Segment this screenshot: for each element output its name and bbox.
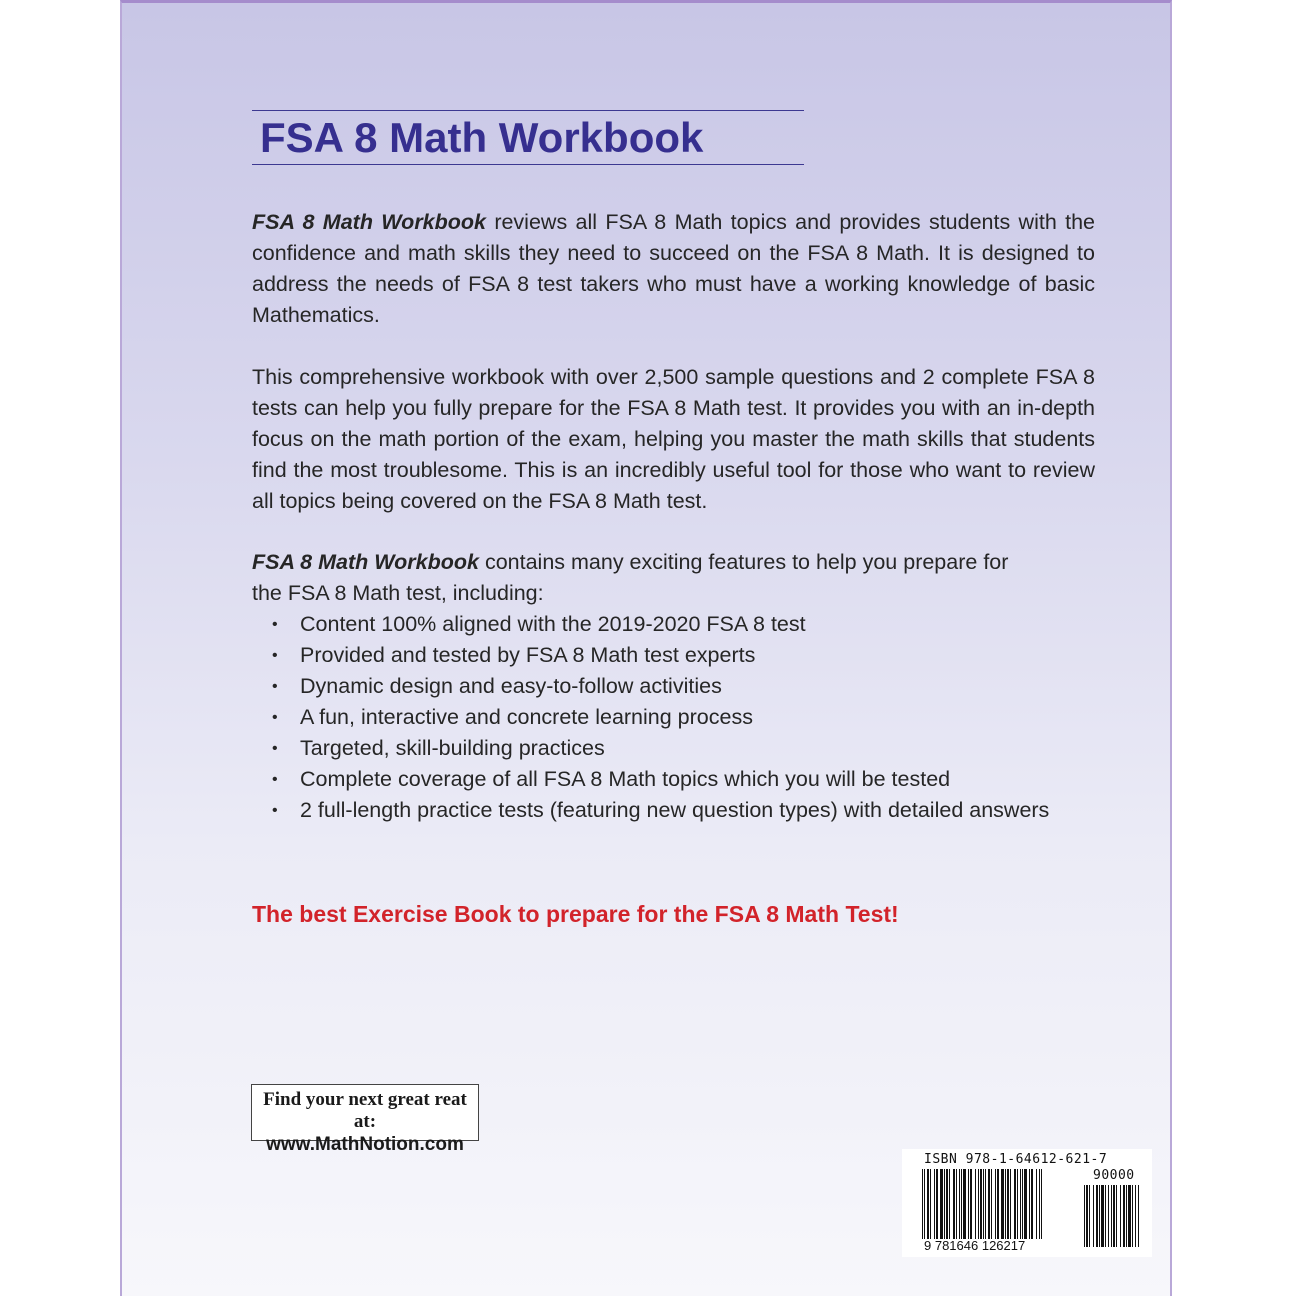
website-link[interactable]: www.MathNotion.com xyxy=(266,1134,464,1155)
ean-digits: 9 781646 126217 xyxy=(924,1238,1026,1253)
barcode-main-bars-icon xyxy=(922,1169,1042,1239)
features-intro-text-2: the FSA 8 Math test, including: xyxy=(252,581,544,605)
tagline: The best Exercise Book to prepare for the FSA 8 Math Test! xyxy=(252,901,899,927)
title-box xyxy=(252,110,804,165)
list-item: • Content 100% aligned with the 2019-2020 FSA 8 test xyxy=(272,609,1095,640)
features-list xyxy=(272,609,1095,826)
price-addon-code: 90000 xyxy=(1093,1168,1135,1183)
list-item: • Dynamic design and easy-to-follow activities xyxy=(272,671,1095,702)
intro-text: reviews all FSA 8 Math topics and provides students with the confidence and math skills they need to succeed on the FSA 8 Math. It is designed to address the needs of FSA 8 test takers who must have a working knowledge of basic Mathematics. xyxy=(252,210,1095,327)
barcode-addon-bars-icon xyxy=(1084,1185,1140,1247)
features-intro-book-name: FSA 8 Math Workbook xyxy=(252,550,479,574)
list-item: • 2 full-length practice tests (featuring new question types) with detailed answers xyxy=(272,795,1095,826)
list-item: • Targeted, skill-building practices xyxy=(272,733,1095,764)
features-intro-text: contains many exciting features to help you prepare for xyxy=(478,550,1009,574)
features-intro-paragraph xyxy=(252,547,1095,609)
list-item: • Provided and tested by FSA 8 Math test experts xyxy=(272,640,1095,671)
book-back-cover xyxy=(120,0,1172,1296)
intro-paragraph xyxy=(252,207,1095,331)
description-paragraph: This comprehensive workbook with over 2,500 sample questions and 2 complete FSA 8 tests can help you fully prepare for the FSA 8 Math test. It provides you with an in-depth focus on the math portion of the exam, helping you master the math skills that students find the most troublesome. This is an incredibly useful tool for those who want to review all topics being covered on the FSA 8 Math test. xyxy=(252,365,1095,513)
isbn-number: ISBN 978-1-64612-621-7 xyxy=(924,1152,1108,1167)
promo-text: Find your next great reat at: xyxy=(263,1089,467,1132)
intro-book-name: FSA 8 Math Workbook xyxy=(252,210,486,234)
website-promo-box xyxy=(251,1084,479,1155)
list-item: • A fun, interactive and concrete learning process xyxy=(272,702,1095,733)
barcode xyxy=(902,1149,1152,1257)
list-item: • Complete coverage of all FSA 8 Math topics which you will be tested xyxy=(272,764,1095,795)
page-title: FSA 8 Math Workbook xyxy=(260,114,704,161)
